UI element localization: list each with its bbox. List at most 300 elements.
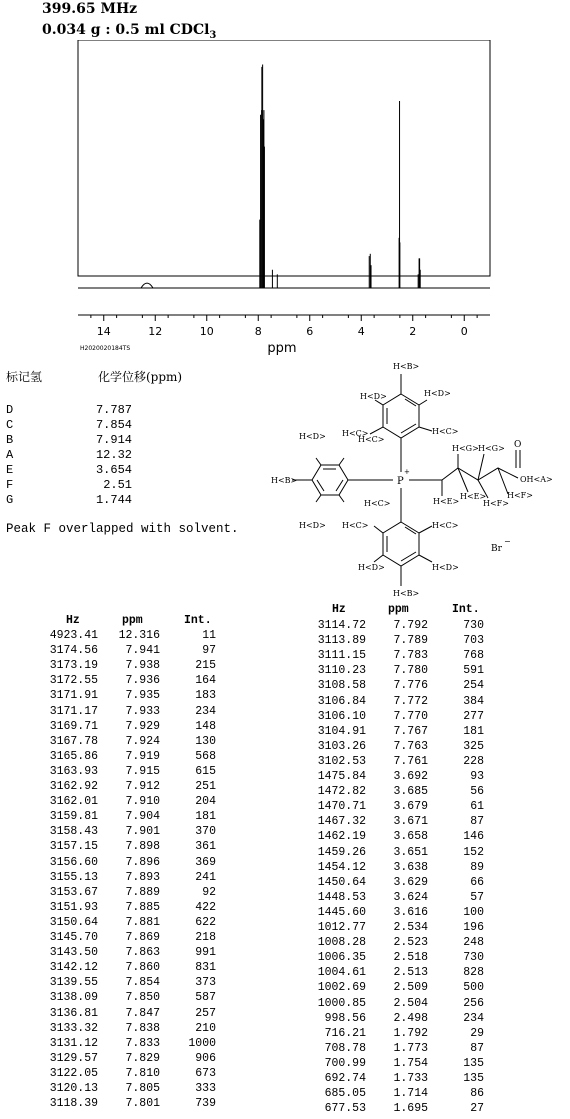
peak-hz: 1475.84: [317, 770, 366, 783]
peak-int: 135: [463, 1056, 484, 1070]
peak-hz: 3157.15: [49, 840, 98, 854]
assignment-row: [6, 418, 132, 433]
peak-hz: 3142.12: [49, 961, 98, 975]
peak-int: 254: [463, 679, 484, 693]
peak-int: 181: [195, 810, 216, 824]
peak-row: [38, 720, 228, 735]
peak-hz: 3110.23: [317, 664, 366, 678]
peak-hz: 1467.32: [317, 815, 366, 829]
assignment-row: [6, 448, 132, 463]
peak-row: [306, 710, 496, 725]
peak-hz: 3113.89: [317, 634, 366, 648]
peak-hz: 3111.15: [317, 649, 366, 663]
peak-hz: 1448.53: [317, 890, 366, 904]
peak-row: [38, 1097, 228, 1112]
left-ring-hc2-bond: [339, 495, 344, 502]
peak-row: [306, 966, 496, 981]
peak-int: 591: [463, 664, 484, 678]
structure-bonds: [292, 374, 520, 586]
peak-ppm: 7.761: [393, 754, 428, 768]
peak-hz: 1008.28: [317, 936, 366, 950]
peak-int: 251: [195, 780, 216, 793]
peak-row: [306, 921, 496, 936]
peak-hz: 3136.81: [49, 1006, 98, 1020]
peak-row: [306, 1012, 496, 1027]
peak-int: 277: [463, 709, 484, 723]
peak-hz: 3106.84: [317, 694, 366, 708]
peak-hz: 3120.13: [49, 1082, 98, 1095]
peak-int: 146: [463, 830, 484, 844]
label-oh-a: OH<A>: [520, 475, 553, 484]
peak-hz: 3171.17: [49, 704, 98, 718]
peak-hz: 3156.60: [49, 855, 98, 869]
peak-row: [38, 961, 228, 976]
right-header-int: Int.: [452, 603, 480, 616]
peak-row: [306, 951, 496, 966]
peak-int: 89: [470, 860, 484, 874]
peak-ppm: 12.316: [118, 629, 160, 642]
peak-row: [38, 931, 228, 946]
left-ring-hd2-bond: [316, 495, 321, 502]
peak-int: 325: [463, 739, 484, 753]
peak-row: [306, 619, 496, 634]
peak-row: [38, 1037, 228, 1052]
peak-ppm: 3.658: [393, 830, 428, 844]
label-hc-left-top: H<C>: [342, 429, 369, 438]
peak-hz: 3145.70: [49, 931, 98, 944]
label-br: Br: [491, 544, 502, 554]
sample-code: H2020020184TS: [80, 345, 131, 352]
peak-int: 622: [195, 915, 216, 929]
peak-ppm: 7.885: [125, 900, 160, 914]
peak-row: [38, 689, 228, 704]
label-hd-left-top: H<D>: [299, 432, 326, 441]
peak-int: 1000: [188, 1036, 216, 1050]
peak-int: 92: [202, 885, 216, 899]
peak-hz: 3150.64: [49, 915, 98, 929]
bottom-ring-hd1-bond: [374, 555, 383, 562]
peak-row: [38, 901, 228, 916]
assignment-shift: 7.787: [95, 403, 132, 417]
peak-row: [38, 644, 228, 659]
peak-int: 369: [195, 855, 216, 869]
assignment-label: D: [6, 403, 14, 417]
peak-int: 234: [195, 704, 216, 718]
peak-row: [306, 649, 496, 664]
peak-int: 196: [463, 921, 484, 934]
left-header-int: Int.: [184, 614, 212, 627]
peak-ppm: 7.783: [393, 649, 428, 663]
peak-ppm: 7.881: [125, 915, 160, 929]
peak-int: 100: [463, 905, 484, 919]
peak-int: 256: [463, 996, 484, 1010]
top-phenyl-ring: [383, 394, 419, 438]
peak-ppm: 2.513: [393, 966, 428, 980]
peak-ppm: 7.854: [125, 976, 160, 990]
peak-int: 66: [470, 875, 484, 889]
peak-ppm: 7.933: [125, 704, 160, 718]
peak-ppm: 7.869: [125, 931, 160, 944]
assignment-shift: 12.32: [95, 448, 132, 462]
peak-hz: 1445.60: [317, 905, 366, 919]
peak-ppm: 7.770: [393, 709, 428, 723]
peak-hz: 3102.53: [317, 754, 366, 768]
peak-ppm: 1.792: [393, 1026, 428, 1040]
assignment-header: [6, 368, 266, 386]
top-ring-double-2: [401, 424, 416, 433]
peak-hz: 3122.05: [49, 1066, 98, 1080]
peak-row: [306, 1102, 496, 1117]
peak-row: [38, 629, 228, 644]
peak-row: [306, 800, 496, 815]
peak-ppm: 1.773: [393, 1041, 428, 1055]
peak-ppm: 7.910: [125, 795, 160, 809]
peak-hz: 3172.55: [49, 674, 98, 688]
left-ring-hc1-bond: [339, 458, 344, 465]
peak-row: [306, 695, 496, 710]
peak-hz: 3162.92: [49, 780, 98, 793]
peak-int: 234: [463, 1011, 484, 1025]
peak-hz: 1470.71: [317, 800, 366, 814]
label-hd-top-right: H<D>: [424, 389, 451, 398]
peak-row: [306, 906, 496, 921]
label-o: O: [514, 440, 522, 450]
peak-int: 210: [195, 1021, 216, 1035]
peak-row: [306, 770, 496, 785]
peak-int: 87: [470, 815, 484, 829]
peak-row: [306, 755, 496, 770]
peak-hz: 1450.64: [317, 875, 366, 889]
peak-hz: 3143.50: [49, 946, 98, 960]
nmr-spectrum-chart: [0, 40, 570, 360]
peak-int: 906: [195, 1051, 216, 1065]
peak-int: 373: [195, 976, 216, 990]
peak-hz: 1472.82: [317, 785, 366, 799]
peak-hz: 3171.91: [49, 689, 98, 703]
spectrum-peaks: [141, 65, 420, 288]
assignment-col-shift-header: 化学位移(ppm): [98, 370, 183, 384]
peak-ppm: 7.838: [125, 1021, 160, 1035]
label-hc-left-bottom: H<C>: [342, 521, 369, 530]
peak-row: [306, 846, 496, 861]
peak-ppm: 2.534: [393, 921, 428, 934]
peak-ppm: 3.629: [393, 875, 428, 889]
x-axis-label: ppm: [267, 341, 297, 356]
peak-int: 241: [195, 870, 216, 884]
peak-row: [38, 705, 228, 720]
peak-row: [306, 1027, 496, 1042]
peak-ppm: 2.509: [393, 981, 428, 995]
peak-ppm: 3.624: [393, 890, 428, 904]
peak-ppm: 7.805: [125, 1082, 160, 1095]
peak-int: 56: [470, 785, 484, 799]
peak-row: [306, 740, 496, 755]
peak-row: [306, 876, 496, 891]
peak-row: [38, 840, 228, 855]
peak-int: 828: [463, 966, 484, 980]
label-hg-1: H<G>: [452, 444, 479, 453]
peak-hz: 3174.56: [49, 644, 98, 658]
peak-row: [306, 981, 496, 996]
peak-int: 333: [195, 1082, 216, 1095]
assignment-row: [6, 403, 132, 418]
x-tick-label: 6: [306, 325, 314, 338]
peak-row: [306, 634, 496, 649]
peak-ppm: 7.792: [393, 619, 428, 632]
peak-int: 248: [463, 936, 484, 950]
peak-hz: 3165.86: [49, 749, 98, 763]
label-hd-bottom-right: H<D>: [432, 563, 459, 572]
peak-hz: 692.74: [324, 1072, 366, 1085]
peak-hz: 3106.10: [317, 709, 366, 723]
peak-row: [38, 886, 228, 901]
peak-ppm: 3.638: [393, 860, 428, 874]
peak-hz: 3169.71: [49, 719, 98, 733]
peak-row: [38, 765, 228, 780]
peak-ppm: 2.498: [393, 1011, 428, 1025]
bottom-ring-double-2: [401, 552, 416, 561]
peak-ppm: 1.695: [393, 1102, 428, 1116]
peak-int: 93: [470, 770, 484, 783]
label-p-charge: +: [404, 468, 410, 476]
label-hd-bottom-left: H<D>: [358, 563, 385, 572]
peak-hz: 1454.12: [317, 860, 366, 874]
peak-table-right: [306, 603, 496, 1119]
peak-hz: 3133.32: [49, 1021, 98, 1035]
sample-text: 0.034 g : 0.5 ml CDCl: [42, 22, 210, 38]
peak-int: 991: [195, 946, 216, 960]
assignment-label: C: [6, 418, 14, 432]
peak-int: 135: [463, 1072, 484, 1085]
peak-hz: 3118.39: [49, 1097, 98, 1111]
peak-int: 61: [470, 800, 484, 814]
peak-ppm: 3.685: [393, 785, 428, 799]
assignment-col-label-header: 标记氢: [6, 370, 43, 384]
peak-hz: 3167.78: [49, 734, 98, 748]
peak-int: 215: [195, 659, 216, 673]
label-hd-top-left: H<D>: [360, 392, 387, 401]
peak-int: 57: [470, 890, 484, 904]
x-tick-label: 12: [148, 325, 163, 338]
bottom-phenyl-ring: [383, 522, 419, 566]
peak-ppm: 7.929: [125, 719, 160, 733]
chain-he2-bond: [458, 468, 468, 492]
x-tick-label: 2: [409, 325, 417, 338]
top-ring-hc1-bond: [370, 427, 383, 434]
label-hb-bottom: H<B>: [393, 589, 420, 598]
peak-int: 97: [202, 644, 216, 658]
peak-int: 181: [463, 724, 484, 738]
peak-int: 370: [195, 825, 216, 839]
chemical-structure: [262, 358, 570, 606]
peak-int: 257: [195, 1006, 216, 1020]
assignment-label: A: [6, 448, 14, 462]
peak-ppm: 7.924: [125, 734, 160, 748]
peak-row: [306, 1087, 496, 1102]
plot-frame: [78, 40, 490, 276]
label-hc-bottom-left: H<C>: [364, 499, 391, 508]
peak-row: [306, 1072, 496, 1087]
peak-hz: 3104.91: [317, 724, 366, 738]
peak-ppm: 7.936: [125, 674, 160, 688]
assignment-label: G: [6, 493, 14, 507]
peak-hz: 1004.61: [317, 966, 366, 980]
peak-int: 568: [195, 749, 216, 763]
peak-ppm: 7.896: [125, 855, 160, 869]
peak-hz: 1000.85: [317, 996, 366, 1010]
bottom-ring-hc1-bond: [374, 526, 383, 533]
bottom-ring-hd2-bond: [419, 555, 432, 562]
peak-ppm: 7.912: [125, 780, 160, 793]
peak-int: 164: [195, 674, 216, 688]
peak-ppm: 7.901: [125, 825, 160, 839]
peak-row: [306, 785, 496, 800]
peak-int: 228: [463, 754, 484, 768]
peak-row: [38, 871, 228, 886]
peak-int: 500: [463, 981, 484, 995]
peak-hz: 3163.93: [49, 764, 98, 778]
peak-int: 673: [195, 1066, 216, 1080]
peak-ppm: 7.767: [393, 724, 428, 738]
peak-row: [38, 976, 228, 991]
peak-hz: 3138.09: [49, 991, 98, 1005]
peak-row: [38, 659, 228, 674]
peak-ppm: 7.789: [393, 634, 428, 648]
peak-ppm: 7.776: [393, 679, 428, 693]
peak-row: [38, 1067, 228, 1082]
peak-ppm: 7.829: [125, 1051, 160, 1065]
peak-int: 204: [195, 795, 216, 809]
peak-row: [38, 916, 228, 931]
assignment-shift: 3.654: [95, 463, 132, 477]
peak-ppm: 7.763: [393, 739, 428, 753]
peak-int: 703: [463, 634, 484, 648]
peak-hz: 3139.55: [49, 976, 98, 990]
peak-int: 11: [202, 629, 216, 642]
peak-hz: 3162.01: [49, 795, 98, 809]
top-ring-hd2-bond: [419, 400, 427, 405]
peak-ppm: 7.919: [125, 749, 160, 763]
peak-ppm: 7.915: [125, 764, 160, 778]
peak-int: 739: [195, 1097, 216, 1111]
peak-hz: 4923.41: [49, 629, 98, 642]
peak-ppm: 7.893: [125, 870, 160, 884]
sample-subscript: 3: [209, 29, 217, 41]
peak-ppm: 7.863: [125, 946, 160, 960]
peak-row: [38, 856, 228, 871]
peak-hz: 3114.72: [317, 619, 366, 632]
assignment-shift: 7.914: [95, 433, 132, 447]
peak-ppm: 7.941: [125, 644, 160, 658]
peak-row: [306, 679, 496, 694]
peak-int: 183: [195, 689, 216, 703]
peak-row: [306, 1042, 496, 1057]
label-hc-top-left: H<C>: [358, 435, 385, 444]
label-hb-left: H<B>: [271, 476, 298, 485]
peak-ppm: 3.671: [393, 815, 428, 829]
peak-ppm: 7.935: [125, 689, 160, 703]
peak-hz: 3153.67: [49, 885, 98, 899]
assignment-label: E: [6, 463, 14, 477]
peak-table-left: [38, 614, 228, 1114]
x-tick-label: 14: [96, 325, 111, 338]
peak-hz: 3151.93: [49, 900, 98, 914]
peak-hz: 3158.43: [49, 825, 98, 839]
peak-hz: 3155.13: [49, 870, 98, 884]
peak-int: 587: [195, 991, 216, 1005]
x-tick-label: 4: [357, 325, 365, 338]
peak-ppm: 7.810: [125, 1066, 160, 1080]
assignment-shift: 1.744: [95, 493, 132, 507]
x-tick-label: 0: [460, 325, 468, 338]
peak-hz: 1012.77: [317, 921, 366, 934]
sample-concentration: [42, 22, 216, 41]
peak-ppm: 3.616: [393, 905, 428, 919]
chain-hg2-bond: [478, 454, 484, 480]
peak-ppm: 3.692: [393, 770, 428, 783]
peak-ppm: 2.518: [393, 951, 428, 965]
peak-ppm: 3.651: [393, 845, 428, 859]
peak-hz: 1462.19: [317, 830, 366, 844]
spectrometer-frequency: 399.65 MHz: [42, 1, 138, 17]
peak-row: [38, 780, 228, 795]
label-hc-bottom-right: H<C>: [432, 521, 459, 530]
left-ring-hd1-bond: [316, 458, 321, 465]
peak-ppm: 7.860: [125, 961, 160, 975]
assignment-label: B: [6, 433, 14, 447]
x-tick-label: 10: [199, 325, 214, 338]
assignment-row: [6, 433, 132, 448]
peak-ppm: 3.679: [393, 800, 428, 814]
peak-hz: 716.21: [324, 1026, 366, 1040]
peak-hz: 3103.26: [317, 739, 366, 753]
peak-hz: 708.78: [324, 1041, 366, 1055]
peak-int: 615: [195, 764, 216, 778]
top-ring-hc2-bond: [419, 427, 432, 431]
assignment-shift: 2.51: [103, 478, 132, 492]
bottom-ring-hc2-bond: [419, 526, 432, 533]
assignment-table: [6, 368, 266, 386]
peak-int: 384: [463, 694, 484, 708]
peak-ppm: 7.801: [125, 1097, 160, 1111]
peak-int: 27: [470, 1102, 484, 1116]
assignment-label: F: [6, 478, 14, 492]
peak-hz: 700.99: [324, 1056, 366, 1070]
peak-ppm: 7.938: [125, 659, 160, 673]
label-he-1: H<E>: [433, 497, 460, 506]
peak-row: [306, 664, 496, 679]
peak-ppm: 7.772: [393, 694, 428, 708]
label-hf-2: H<F>: [507, 491, 533, 500]
peak-hz: 3108.58: [317, 679, 366, 693]
peak-ppm: 1.754: [393, 1056, 428, 1070]
peak-int: 148: [195, 719, 216, 733]
assignment-shift: 7.854: [95, 418, 132, 432]
peak-row: [38, 1052, 228, 1067]
peak-row: [306, 815, 496, 830]
peak-hz: 998.56: [324, 1011, 366, 1025]
assignment-row: [6, 478, 132, 493]
peak-row: [38, 825, 228, 840]
peak-hz: 1006.35: [317, 951, 366, 965]
x-tick-label: 8: [254, 325, 262, 338]
peak-int: 87: [470, 1041, 484, 1055]
peak-hz: 1002.69: [317, 981, 366, 995]
overlap-note: Peak F overlapped with solvent.: [6, 522, 239, 536]
peak-row: [38, 795, 228, 810]
peak-int: 831: [195, 961, 216, 975]
peak-row: [306, 861, 496, 876]
